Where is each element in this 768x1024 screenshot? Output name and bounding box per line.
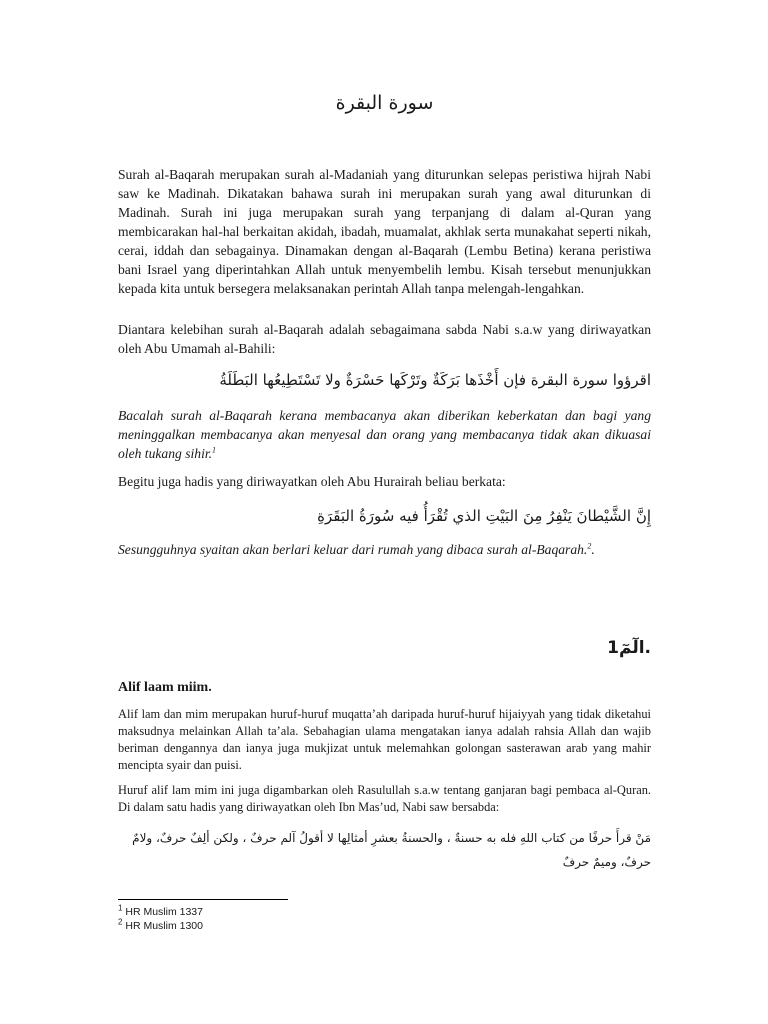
verse-1-marker [118, 638, 651, 658]
hadith1-arabic: اقرؤوا سورة البقرة فإن أَخْذَها بَرَكَةٌ وتَرْكَها حَسْرَةٌ ولا تَسْتَطِيعُها البَطَلَةُ [219, 371, 651, 389]
footnote-1-text: HR Muslim 1337 [125, 906, 203, 918]
footnote-1 [118, 905, 203, 919]
hadith1-translation-text: Bacalah surah al-Baqarah kerana membacanya akan diberikan keberkatan dan bagi yang meninggalkan membacanya akan menyesal dan orang yang membacanya tidak akan dikuasai oleh tukang sihir. [118, 408, 651, 461]
footnote-1-mark: 1 [118, 903, 123, 913]
footnote-divider [118, 899, 288, 900]
footnote-2-mark: 2 [118, 917, 123, 927]
footnote-ref-1: 1 [212, 445, 217, 455]
footnote-2-text: HR Muslim 1300 [125, 920, 203, 932]
verse-1-heading: Alif laam miim. [118, 680, 212, 695]
hadith2-translation [118, 540, 651, 559]
hadith2-intro: Begitu juga hadis yang diriwayatkan oleh Abu Hurairah beliau berkata: [118, 474, 506, 489]
verse-1-paragraph-2: Huruf alif lam mim ini juga digambarkan oleh Rasulullah s.a.w tentang ganjaran bagi pembaca al-Quran. Di dalam satu hadis yang diriwayatkan oleh Ibn Mas’ud, Nabi saw bersabda: [118, 783, 651, 814]
footnote-2 [118, 919, 203, 933]
verse-1-paragraph-1: Alif lam dan mim merupakan huruf-huruf muqatta’ah daripada huruf-huruf hijaiyyah yang tidak diketahui maksudnya melainkan Allah ta’ala. Sebahagian ulama mengatakan ianya adalah rahsia Allah dan wajib beriman dengannya dan ianya juga mukjizat untuk melemahkan golongan sasterawan arab yang mahir mencipta syair dan puisi. [118, 707, 651, 772]
verse-1-arabic: الٓمٓ [618, 638, 645, 658]
hadith1-intro: Diantara kelebihan surah al-Baqarah adalah sebagaimana sabda Nabi s.a.w yang diriwayatkan oleh Abu Umamah al-Bahili: [118, 322, 651, 356]
hadith2-translation-text: Sesungguhnya syaitan akan berlari keluar dari rumah yang dibaca surah al-Baqarah. [118, 542, 588, 557]
hadith1-translation [118, 406, 651, 463]
hadith2-trailing: . [591, 542, 595, 557]
verse-1-number: 1. [607, 638, 651, 658]
verse-1-arabic-hadith: مَنْ قرأَ حرفًا من كتاب اللهِ فله به حسنةٌ ، والحسنةُ بعشرِ أمثالِها لا أقولُ آلم حرفٌ ، ولكن ألِفٌ حرفٌ، ولامٌ حرفٌ، وميمٌ حرفٌ [132, 831, 651, 869]
footnote-ref-2: 2 [587, 541, 592, 551]
intro-paragraph: Surah al-Baqarah merupakan surah al-Madaniah yang diturunkan selepas peristiwa hijrah Nabi saw ke Madinah. Dikatakan bahawa surah ini merupakan surah yang awal diturunkan di Madinah. Surah ini juga merupakan surah yang terpanjang di dalam al-Quran yang membicarakan hal-hal berkaitan akidah, ibadah, muamalat, akhlak serta munakahat seperti nikah, cerai, iddah dan sebagainya. Dinamakan dengan al-Baqarah (Lembu Betina) kerana peristiwa bani Israel yang diperintahkan Allah untuk menyembelih lembu. Kisah tersebut menunjukkan kepada kita untuk bersegera melaksanakan perintah Allah tanpa melengah-lengahkan. [118, 167, 651, 296]
page-title: سورة البقرة [335, 92, 434, 114]
hadith2-arabic: إِنَّ الشَّيْطانَ يَنْفِرُ مِنَ البَيْتِ الذي تُقْرَأُ فيه سُورَةُ البَقَرَةِ [317, 507, 651, 525]
